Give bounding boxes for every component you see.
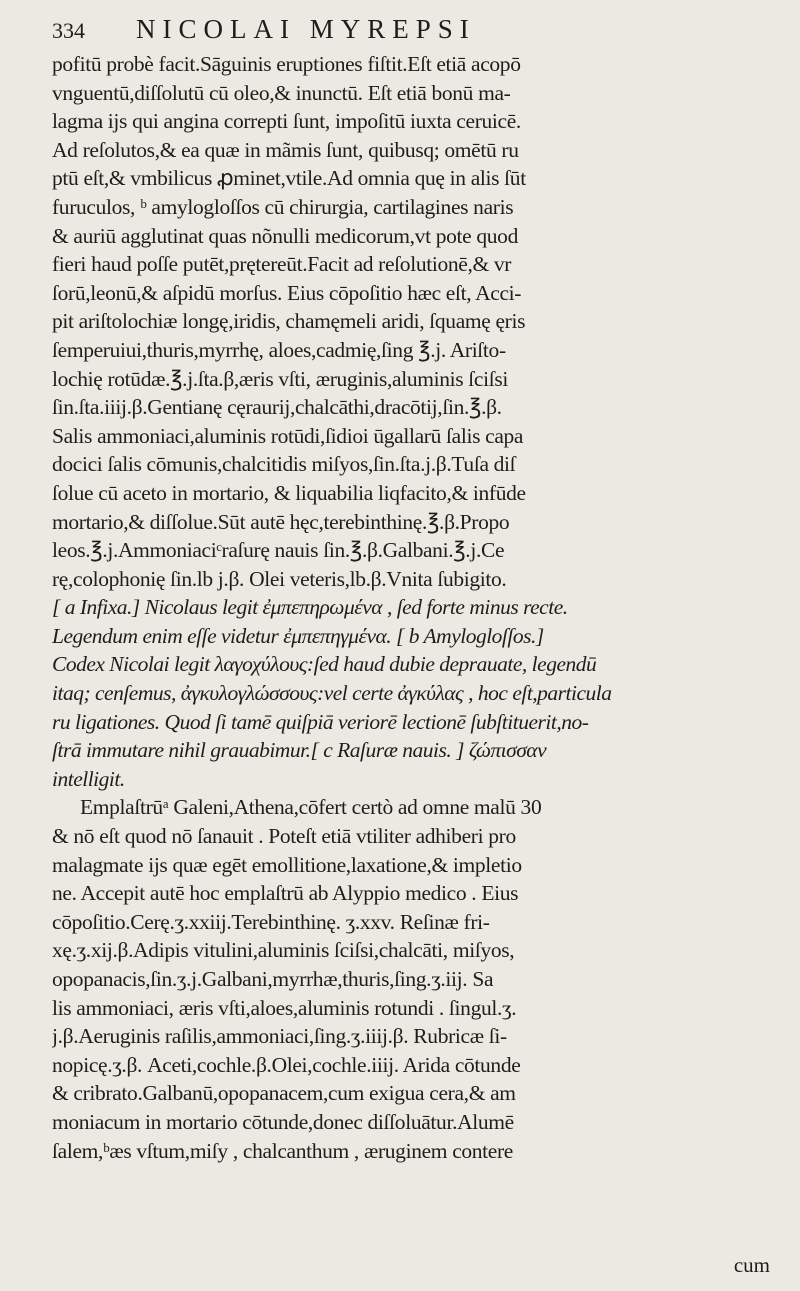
text-line: ſin.ſta.iiij.β.Gentianę cęraurij,chalcāthi,dracōtij,ſin.℥.β. [52,395,502,420]
text-line: docici ſalis cōmunis,chalcitidis miſyos,ſin.ſta.j.β.Tuſa diſ [52,452,516,477]
text-line: vnguentū,diſſolutū cū oleo,& inunctū. Eſt etiā bonū ma- [52,80,511,105]
text-line: lochię rotūdæ.℥.j.ſta.β,æris vſti, æruginis,aluminis ſciſsi [52,366,508,391]
text-line: pit ariſtolochiæ longę,iridis, chamęmeli aridi, ſquamę ęris [52,309,526,334]
annotation-line: ſtrā immutare nihil grauabimur.[ c Raſuræ nauis. ] ζώπισσαν [52,738,547,763]
text-line: opopanacis,ſin.ʒ.j.Galbani,myrrhæ,thuris,ſing.ʒ.iij. Sa [52,967,494,991]
text-line: ſalem,ᵇæs vſtum,miſy , chalcanthum , æruginem contere [52,1138,514,1163]
page-number: 334 [52,18,85,43]
text-line: xę.ʒ.xij.β.Adipis vitulini,aluminis ſciſsi,chalcāti, miſyos, [52,938,515,963]
text-line: pofitū probè facit.Sāguinis eruptiones fiſtit.Eſt etiā acopō [52,52,521,76]
text-line: mortario,& diſſolue.Sūt autē hęc,terebinthinę.℥.β.Propo [52,509,510,534]
text-line: lagma ijs qui angina correpti ſunt, impoſitū iuxta ceruicē. [52,109,521,134]
annotation-line: Codex Nicolai legit λαγοχύλους:ſed haud dubie deprauate, legendū [52,652,597,677]
text-line: & nō eſt quod nō ſanauit . Poteſt etiā vtiliter adhiberi pro [52,824,516,849]
text-line: ſemperuiui,thuris,myrrhę, aloes,cadmię,ſing ℥.j. Ariſto- [52,337,506,362]
text-line: & auriū agglutinat quas nõnulli medicorum,vt pote quod [52,223,518,248]
text-line: & cribrato.Galbanū,opopanacem,cum exigua cera,& am [52,1081,516,1106]
annotation-line: Legendum enim eſſe videtur ἐμπεπηγμένα. [ b Amylogloſſos.] [52,623,544,648]
text-line: cōpoſitio.Cerę.ʒ.xxiij.Terebinthinę. ʒ.xxv. Reſinæ fri- [52,909,490,934]
text-line: fieri haud poſſe putēt,prętereūt.Facit ad reſolutionē,& vr [52,252,512,277]
annotation-line: itaq; cenſemus, ἀγκυλογλώσσους:vel certe ἀγκύλας , hoc eſt,particula [52,681,612,706]
text-line: ptū eſt,& vmbilicus ꝓminet,vtile.Ad omnia quę in alis ſūt [52,166,526,191]
annotation-line: ru ligationes. Quod ſi tamē quiſpiā veriorē lectionē ſubſtituerit,no- [52,709,589,734]
text-line: moniacum in mortario cōtunde,donec diſſoluātur.Alumē [52,1109,514,1134]
text-line: nopicę.ʒ.β. Aceti,cochle.β.Olei,cochle.iiij. Arida cōtunde [52,1052,521,1077]
text-line: j.β.Aeruginis raſilis,ammoniaci,ſing.ʒ.iiij.β. Rubricæ ſi- [52,1024,507,1049]
text-line: furuculos, ᵇ amylogloſſos cū chirurgia, cartilagines naris [52,194,514,219]
text-line: leos.℥.j.Ammoniaciᶜraſurę nauis ſin.℥.β.Galbani.℥.j.Ce [52,538,505,563]
text-line: Salis ammoniaci,aluminis rotūdi,ſidioi ūgallarū ſalis capa [52,423,524,448]
running-head [52,14,770,50]
text-line: Ad reſolutos,& ea quæ in mãmis ſunt, quibusq; omētū ru [52,137,519,162]
text-line: ſorū,leonū,& aſpidū morſus. Eius cōpoſitio hæc eſt, Acci- [52,280,522,305]
text-line: rę,colophonię ſin.lb j.β. Olei veteris,lb.β.Vnita ſubigito. [52,566,507,591]
catchword: cum [733,1253,770,1277]
running-title: NICOLAI MYREPSI [136,14,476,44]
text-line: ne. Accepit autē hoc emplaſtrū ab Alyppio medico . Eius [52,881,519,906]
text-line: Emplaſtrūᵃ Galeni,Athena,cōfert certò ad omne malū 30 [80,795,542,820]
text-line: lis ammoniaci, æris vſti,aloes,aluminis rotundi . ſingul.ʒ. [52,995,517,1020]
annotation-line: [ a Infixa.] Nicolaus legit ἐμπεπηρωμένα , ſed forte minus recte. [52,595,568,620]
text-line: ſolue cū aceto in mortario, & liquabilia liqfacito,& infūde [52,480,526,505]
annotation-line: intelligit. [52,766,125,791]
body-text [52,50,770,1165]
text-line: malagmate ijs quæ egēt emollitione,laxatione,& impletio [52,852,522,877]
